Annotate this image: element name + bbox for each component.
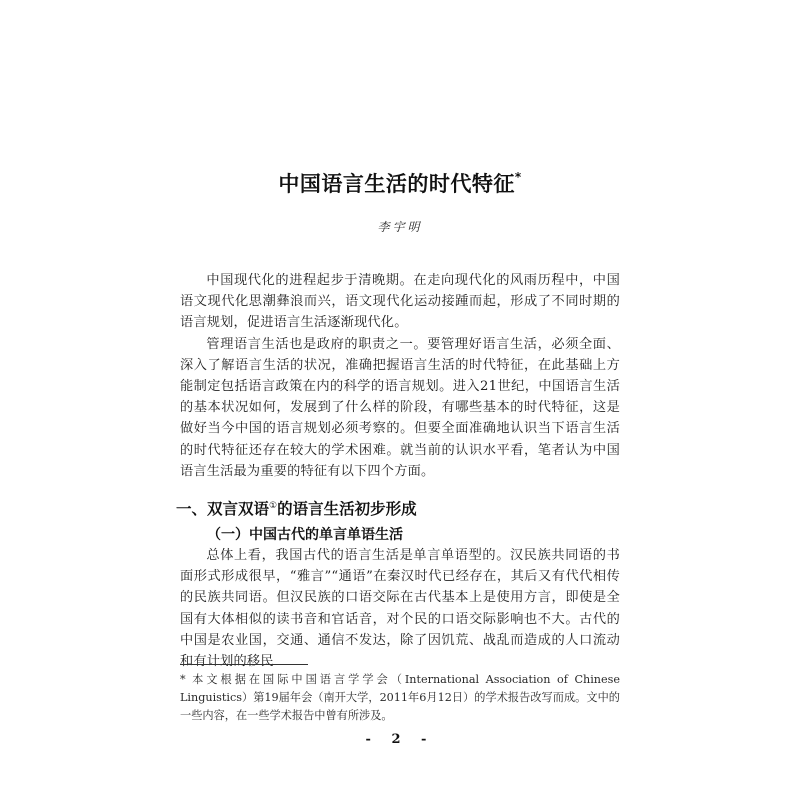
intro-section bbox=[180, 270, 620, 482]
section-heading-text-start: 一、双言双语 bbox=[176, 500, 270, 518]
article-title-text: 中国语言生活的时代特征 bbox=[278, 172, 515, 196]
subsection-body bbox=[180, 545, 620, 672]
subsection-paragraph: 总体上看，我国古代的语言生活是单言单语型的。汉民族共同语的书面形式形成很早，“雅言”“通语”在秦汉时代已经存在，其后又有代代相传的民族共同语。但汉民族的口语交际在古代基本上是使用方言，即使是全国有大体相似的读书音和官话音，对个民的口语交际影响也不大。古代的中国是农业国，交通、通信不发达，除了因饥荒、战乱而造成的人口流动和有计划的移民 bbox=[180, 548, 620, 670]
section-heading bbox=[176, 497, 417, 519]
footnote: * 本文根据在国际中国语言学学会（International Association of Chinese Linguistics）第19届年会（南开大学，2011年6月12日）的学术报告改写而成。文中的一些内容，在一些学术报告中曾有所涉及。 bbox=[180, 673, 620, 722]
footnote-divider bbox=[180, 664, 308, 665]
intro-paragraph-2: 管理语言生活也是政府的职责之一。要管理好语言生活，必须全面、深入了解语言生活的状况，准确把握语言生活的时代特征，在此基础上方能制定包括语言政策在内的科学的语言规划。进入21世纪，中国语言生活的基本状况如何，发展到了什么样的阶段，有哪些基本的时代特征，这是做好当今中国的语言规划必须考察的。但要全面准确地认识当下语言生活的时代特征还存在较大的学术困难。就当前的认识水平看，笔者认为中国语言生活最为重要的特征有以下四个方面。 bbox=[180, 336, 620, 479]
author-name: 李宇明 bbox=[377, 220, 423, 234]
section-heading-note-mark: ① bbox=[269, 500, 278, 511]
title-footnote-mark: * bbox=[514, 170, 522, 184]
article-title bbox=[0, 168, 800, 198]
section-heading-text-end: 的语言生活初步形成 bbox=[277, 500, 417, 518]
page-number: - 2 - bbox=[365, 732, 435, 747]
subsection-heading: （一）中国古代的单言单语生活 bbox=[207, 527, 403, 543]
intro-paragraph-1: 中国现代化的进程起步于清晚期。在走向现代化的风雨历程中，中国语文现代化思潮彝浪而兴，语文现代化运动接踵而起，形成了不同时期的语言规划，促进语言生活逐渐现代化。 bbox=[180, 273, 620, 331]
